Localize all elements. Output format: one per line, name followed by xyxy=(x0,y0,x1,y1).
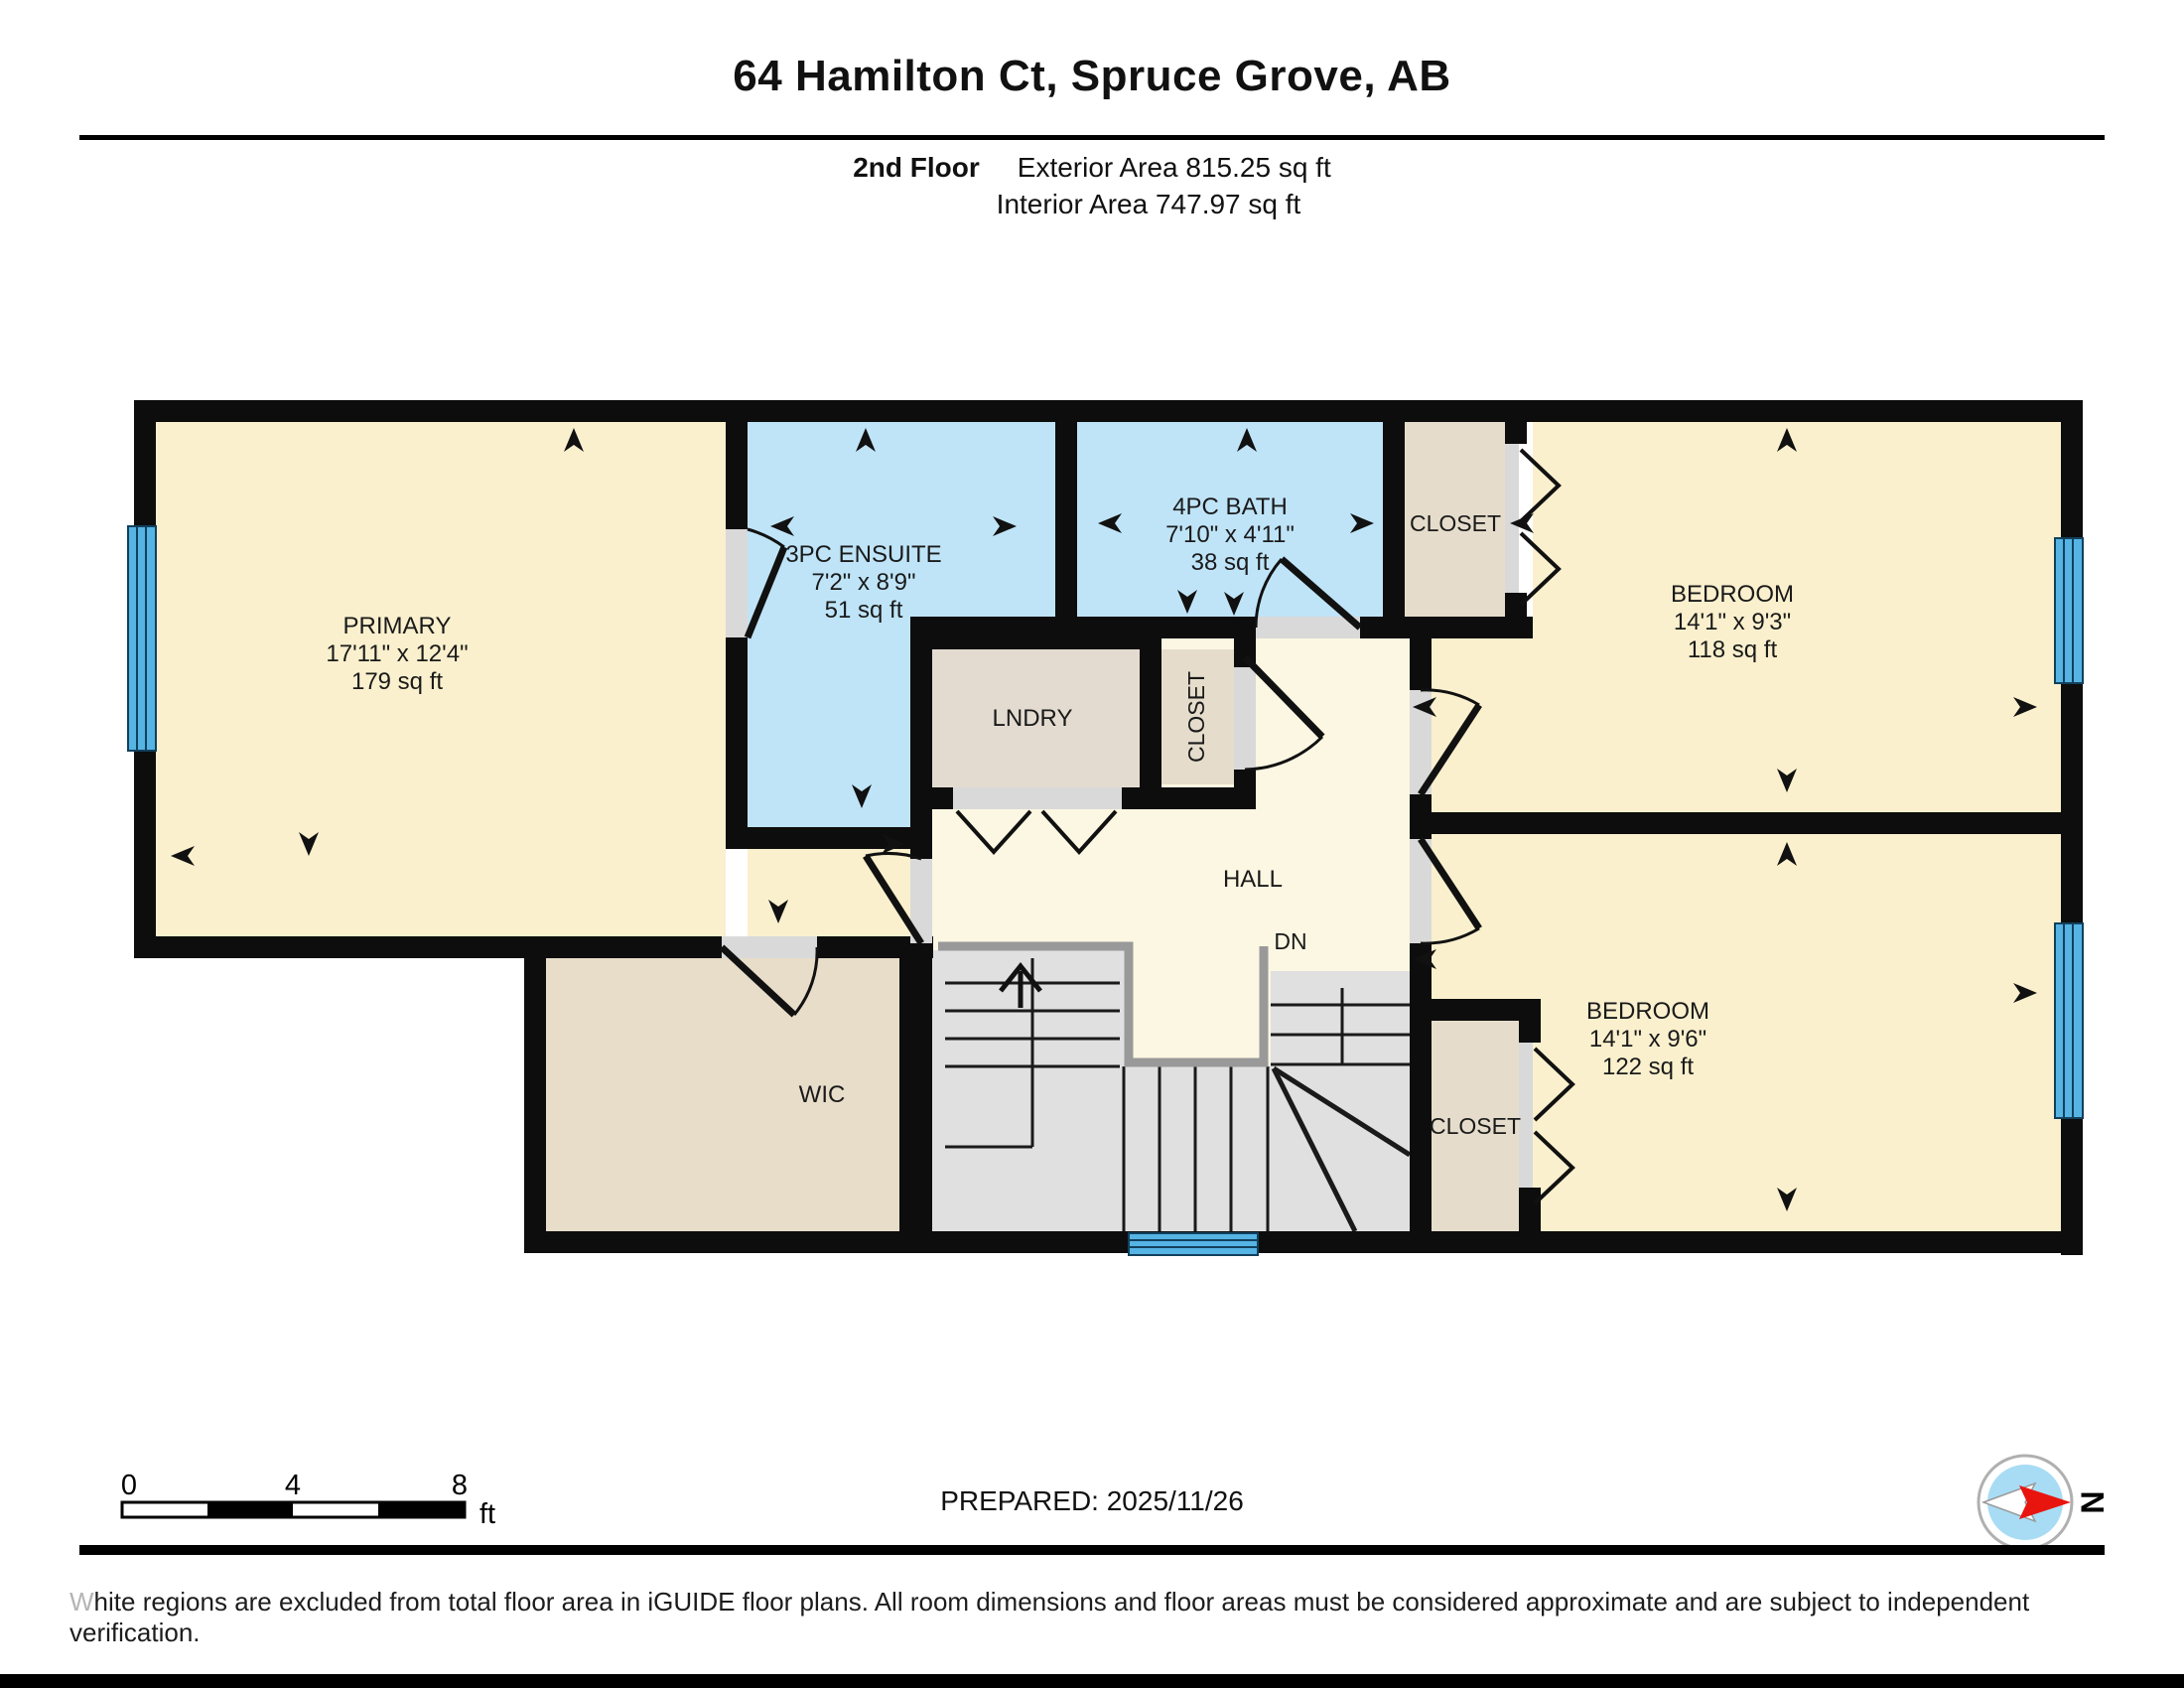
primary-dims: 17'11" x 12'4" xyxy=(326,640,469,667)
bedroom1-dims: 14'1" x 9'3" xyxy=(1673,609,1792,635)
scale-tick-8: 8 xyxy=(451,1470,469,1501)
ensuite-label: 3PC ENSUITE xyxy=(785,541,942,568)
interior-area-label: Interior Area 747.97 sq ft xyxy=(996,189,1301,219)
stairwell xyxy=(932,946,1410,1231)
bedroom1-window xyxy=(2055,538,2083,683)
ensuite-dims: 7'2" x 8'9" xyxy=(811,569,916,596)
prepared-date: PREPARED: 2025/11/26 xyxy=(940,1485,1244,1516)
bath-label: 4PC BATH xyxy=(1172,493,1288,520)
footer-divider xyxy=(79,1545,2105,1555)
stairwell-window xyxy=(1129,1233,1258,1255)
bedroom1-area: 118 sq ft xyxy=(1687,636,1778,663)
bedroom2-window xyxy=(2055,923,2083,1118)
bedroom2-dims: 14'1" x 9'6" xyxy=(1588,1026,1707,1053)
compass-north-label: N xyxy=(2074,1490,2111,1514)
primary-area: 179 sq ft xyxy=(350,668,444,695)
hall-label: HALL xyxy=(1222,866,1284,893)
bedroom1-label: BEDROOM xyxy=(1670,581,1795,608)
bedroom2-area: 122 sq ft xyxy=(1601,1054,1695,1080)
floor-label: 2nd Floor xyxy=(853,152,980,183)
exterior-area-label: Exterior Area 815.25 sq ft xyxy=(1017,152,1331,183)
closet-top-label: CLOSET xyxy=(1409,510,1502,536)
ensuite-area: 51 sq ft xyxy=(824,597,903,624)
bath-dims: 7'10" x 4'11" xyxy=(1165,521,1295,548)
primary-label: PRIMARY xyxy=(342,613,452,639)
stairs-down-label: DN xyxy=(1274,928,1307,954)
wic-label: WIC xyxy=(798,1081,846,1108)
scale-unit-label: ft xyxy=(479,1498,496,1530)
scale-tick-4: 4 xyxy=(284,1470,302,1501)
bottom-bar xyxy=(0,1674,2184,1688)
primary-window xyxy=(128,526,156,751)
bedroom2-label: BEDROOM xyxy=(1585,998,1710,1025)
closet-hall-label: CLOSET xyxy=(1183,670,1209,764)
closet-bottom-label: CLOSET xyxy=(1429,1113,1522,1139)
page-title: 64 Hamilton Ct, Spruce Grove, AB xyxy=(733,52,1451,100)
bath-area: 38 sq ft xyxy=(1190,549,1270,576)
disclaimer-text: White regions are excluded from total floor area in iGUIDE floor plans. All room dimensions and floor areas must be considered approximate and are subject to independent verification. xyxy=(69,1587,2030,1647)
wic-floor xyxy=(546,958,899,1231)
laundry-label: LNDRY xyxy=(992,705,1073,732)
stair-void xyxy=(1133,954,1260,1058)
scale-tick-0: 0 xyxy=(120,1470,138,1501)
